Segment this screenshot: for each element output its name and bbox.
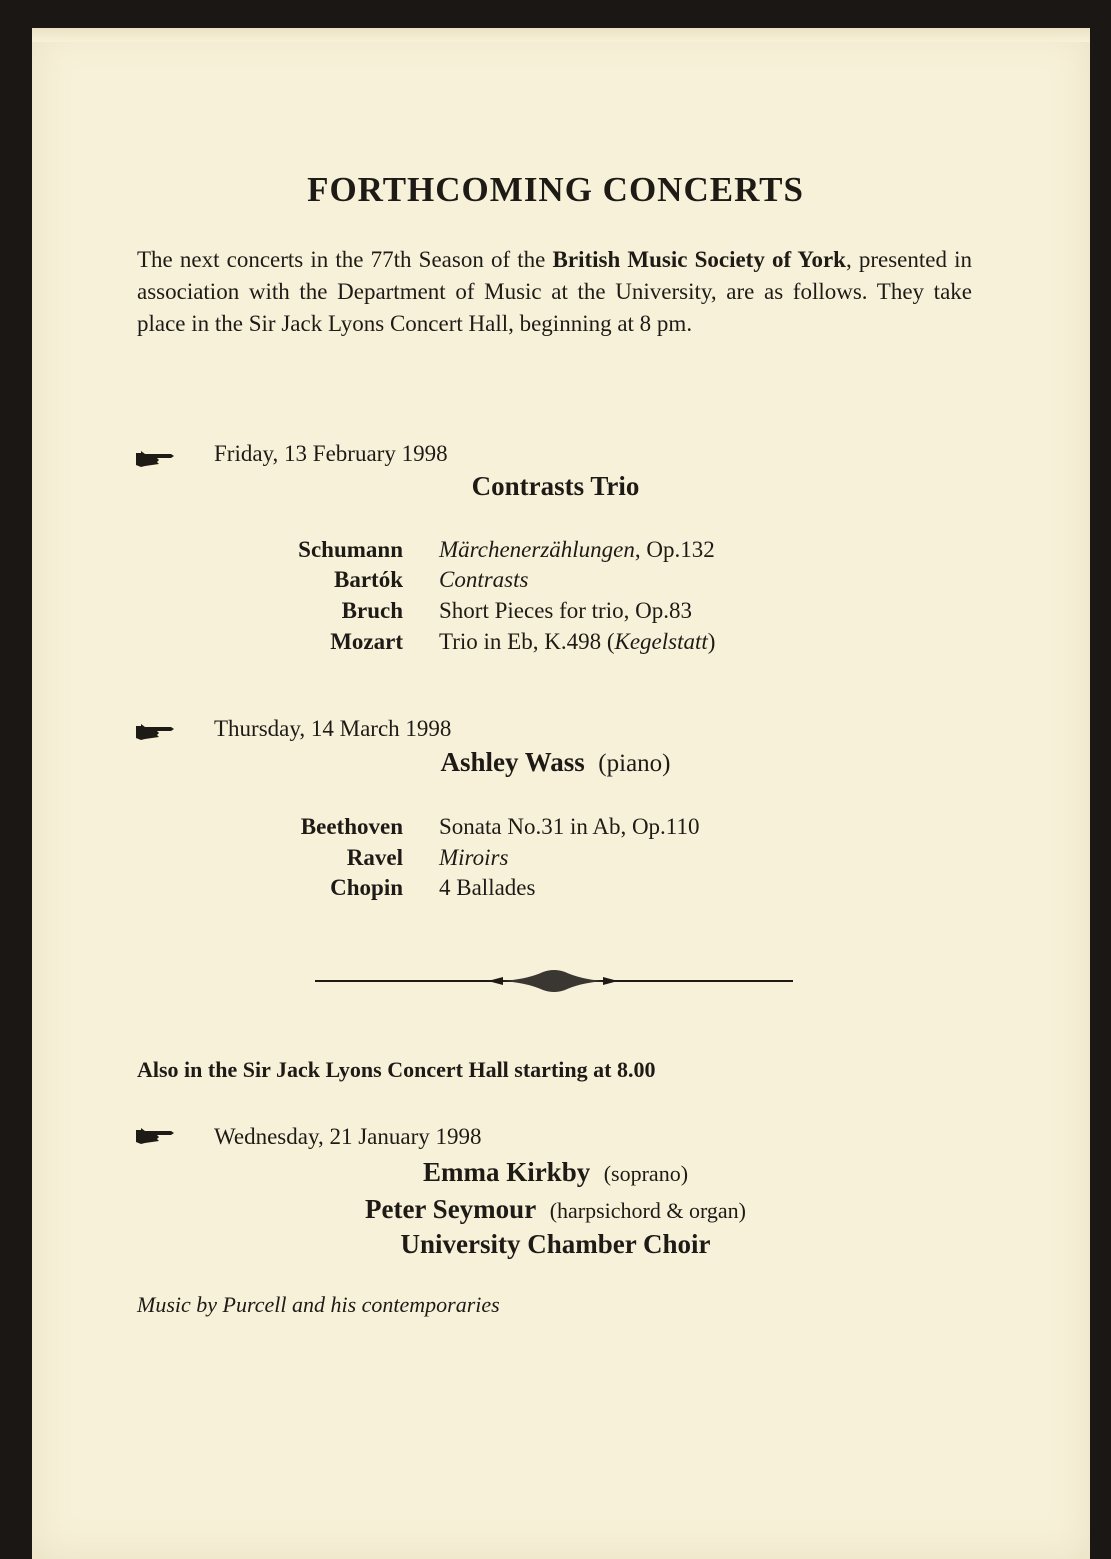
program-work — [439, 537, 715, 563]
performer-role: (harpsichord & organ) — [549, 1198, 747, 1223]
pointing-hand-icon — [135, 450, 175, 468]
program-work: Sonata No.31 in Ab, Op.110 — [439, 814, 700, 839]
society-name: British Music Society of York — [552, 247, 846, 272]
program-composer: Schumann — [298, 537, 403, 562]
work-title: Trio in Eb, K.498 ( — [439, 629, 615, 654]
program-composer: Bartók — [334, 567, 403, 592]
program-composer: Mozart — [330, 629, 403, 654]
work-title: Contrasts — [439, 567, 529, 592]
intro-text-2: , presented in association with the Department of Music at the University, are as follows. They take place in the Sir Jack Lyons Concert Hall, beginning at 8 pm. — [137, 247, 973, 336]
program-work — [439, 567, 528, 593]
work-nickname: Kegelstatt — [614, 629, 708, 654]
pointing-hand-icon — [135, 1127, 175, 1145]
concert-2-performer — [0, 747, 1111, 778]
performer-name: Ashley Wass — [440, 747, 585, 777]
extra-concert-date: Wednesday, 21 January 1998 — [214, 1124, 482, 1149]
performer-name: Emma Kirkby — [422, 1157, 591, 1187]
concert-2-date: Thursday, 14 March 1998 — [214, 716, 452, 741]
program-work: Short Pieces for trio, Op.83 — [439, 598, 692, 623]
performer-name: Peter Seymour — [364, 1194, 537, 1224]
work-suffix: ) — [707, 629, 716, 654]
page-title: FORTHCOMING CONCERTS — [307, 170, 804, 209]
program-work: 4 Ballades — [439, 875, 536, 900]
program-composer: Chopin — [330, 875, 403, 900]
program-work — [439, 845, 508, 871]
performer-role: (soprano) — [603, 1161, 689, 1186]
paper-top-edge — [32, 28, 1090, 42]
program-composer: Beethoven — [300, 814, 403, 839]
music-note: Music by Purcell and his contemporaries — [137, 1292, 500, 1317]
ornamental-divider — [313, 966, 795, 996]
intro-text-1: The next concerts in the 77th Season of the — [137, 247, 553, 272]
work-opus: , Op.132 — [634, 537, 715, 562]
also-heading: Also in the Sir Jack Lyons Concert Hall starting at 8.00 — [137, 1057, 656, 1082]
work-title: Miroirs — [439, 845, 509, 870]
extra-performer-2 — [0, 1194, 1111, 1225]
concert-1-date: Friday, 13 February 1998 — [214, 441, 448, 466]
work-title: Märchenerzählungen — [439, 537, 635, 562]
performer-role: (piano) — [598, 750, 671, 777]
program-composer: Ravel — [346, 845, 403, 870]
extra-performer-1 — [0, 1157, 1111, 1188]
program-composer: Bruch — [341, 598, 403, 623]
program-work — [439, 629, 715, 655]
extra-performer-3: University Chamber Choir — [400, 1229, 711, 1259]
pointing-hand-icon — [135, 723, 175, 741]
concert-1-performer: Contrasts Trio — [471, 471, 640, 501]
intro-paragraph — [137, 244, 972, 340]
